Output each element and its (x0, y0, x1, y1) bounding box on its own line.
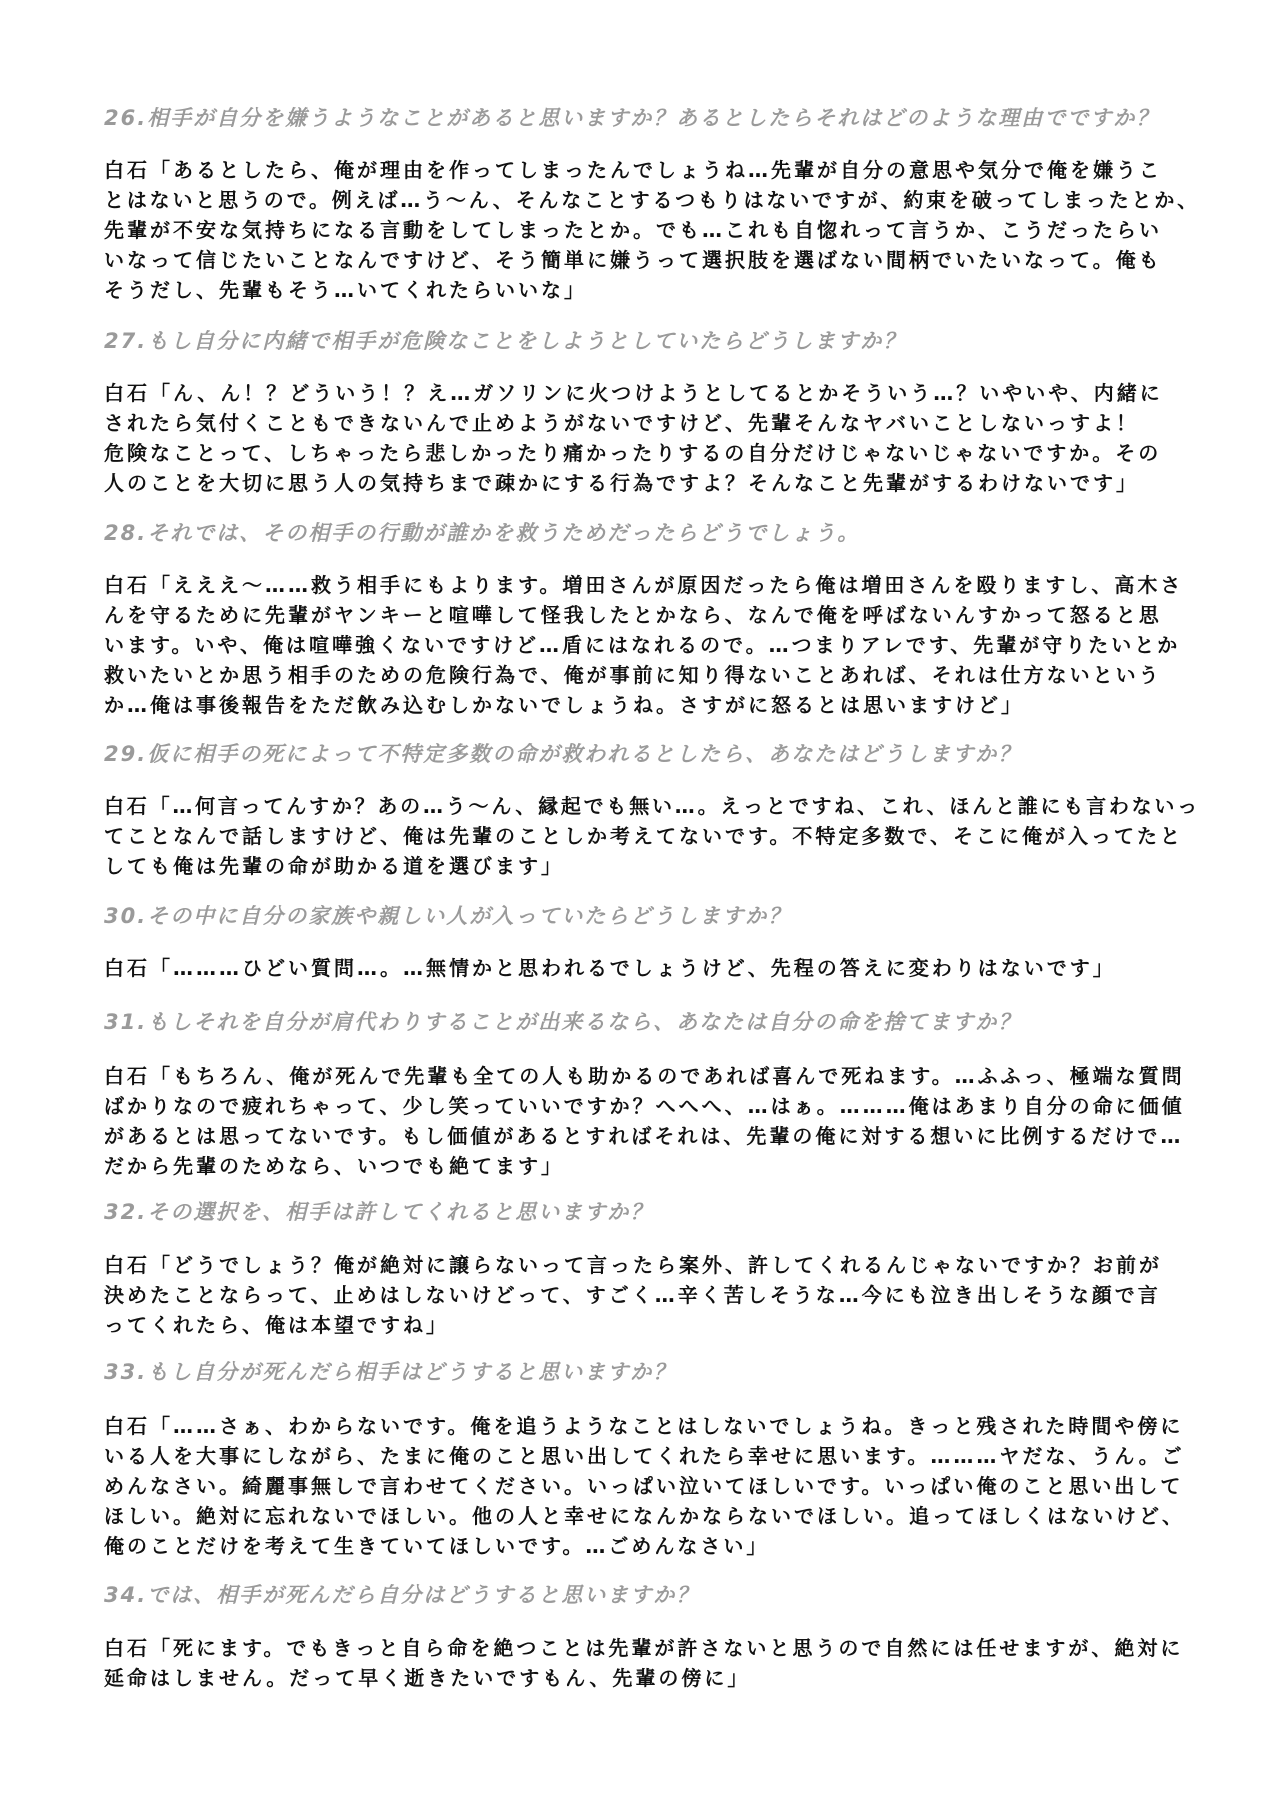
answer-line: 人のことを大切に思う人の気持ちまで疎かにする行為ですよ？そんなこと先輩がするわけないです」 (104, 471, 1139, 495)
answer-line: 延命はしません。だって早く逝きたいですもん、先輩の傍に」 (104, 1666, 751, 1690)
question-31: 31.もしそれを自分が肩代わりすることが出来るなら、あなたは自分の命を捨てますか？ (104, 1010, 1022, 1034)
answer-28 (104, 570, 1194, 720)
answer-33 (104, 1411, 1194, 1561)
answer-line: 白石「あるとしたら、俺が理由を作ってしまったんでしょうね…先輩が自分の意思や気分で俺を嫌うこ (104, 158, 1162, 182)
answer-line: 先輩が不安な気持ちになる言動をしてしまったとか。でも…これも自惚れって言うか、こうだったらい (104, 218, 1162, 242)
answer-line: います。いや、俺は喧嘩強くないですけど…盾にはなれるので。…つまりアレです、先輩が守りたいとか (104, 633, 1181, 657)
answer-31 (104, 1061, 1194, 1181)
answer-line: めんなさい。綺麗事無しで言わせてください。いっぱい泣いてほしいです。いっぱい俺のこと思い出して (104, 1474, 1184, 1498)
answer-line: てことなんで話しますけど、俺は先輩のことしか考えてないです。不特定多数で、そこに俺が入ってたと (104, 824, 1183, 848)
question-33: 33.もし自分が死んだら相手はどうすると思いますか？ (104, 1360, 677, 1384)
question-27: 27.もし自分に内緒で相手が危険なことをしようとしていたらどうしますか？ (104, 329, 907, 353)
answer-line: 救いたいとか思う相手のための危険行為で、俺が事前に知り得ないことあれば、それは仕方ないという (104, 663, 1162, 687)
answer-line: されたら気付くこともできないんで止めようがないですけど、先輩そんなヤバいことしないっすよ！ (104, 411, 1139, 435)
answer-line: ばかりなので疲れちゃって、少し笑っていいですか？へへへ、…はぁ。………俺はあまり自分の命に価値 (104, 1094, 1185, 1118)
answer-line: 白石「………ひどい質問…。…無情かと思われるでしょうけど、先程の答えに変わりはないです」 (104, 956, 1116, 980)
answer-line: があるとは思ってないです。もし価値があるとすればそれは、先輩の俺に対する想いに比例するだけで… (104, 1124, 1184, 1148)
answer-27 (104, 378, 1194, 498)
answer-34 (104, 1633, 1194, 1693)
answer-line: いる人を大事にしながら、たまに俺のこと思い出してくれたら幸せに思います。………ヤだな、うん。ご (104, 1444, 1185, 1468)
answer-line: だから先輩のためなら、いつでも絶てます」 (104, 1154, 564, 1178)
question-32: 32.その選択を、相手は許してくれると思いますか？ (104, 1200, 654, 1224)
answer-line: 白石「どうでしょう？俺が絶対に譲らないって言ったら案外、許してくれるんじゃないですか？お前が (104, 1253, 1162, 1277)
answer-line: んを守るために先輩がヤンキーと喧嘩して怪我したとかなら、なんで俺を呼ばないんすかって怒ると思 (104, 603, 1162, 627)
answer-line: いなって信じたいことなんですけど、そう簡単に嫌うって選択肢を選ばない間柄でいたいなって。俺も (104, 248, 1162, 272)
answer-32 (104, 1250, 1194, 1340)
answer-line: 白石「もちろん、俺が死んで先輩も全ての人も助かるのであれば喜んで死ねます。…ふふっ、極端な質問 (104, 1064, 1185, 1088)
question-30: 30.その中に自分の家族や親しい人が入っていたらどうしますか？ (104, 904, 792, 928)
answer-line: ってくれたら、俺は本望ですね」 (104, 1313, 449, 1337)
answer-26 (104, 155, 1200, 305)
answer-30 (104, 953, 1194, 983)
answer-line: ほしい。絶対に忘れないでほしい。他の人と幸せになんかならないでほしい。追ってほしくはないけど、 (104, 1504, 1185, 1528)
answer-line: 白石「…何言ってんすか？あの…う～ん、縁起でも無い…。えっとですね、これ、ほんと誰にも言わないっ (104, 794, 1200, 818)
question-28: 28.それでは、その相手の行動が誰かを救うためだったらどうでしょう。 (104, 521, 861, 545)
answer-line: 白石「……さぁ、わからないです。俺を追うようなことはしないでしょうね。きっと残された時間や傍に (104, 1414, 1184, 1438)
answer-line: そうだし、先輩もそう…いてくれたらいいな」 (104, 278, 587, 302)
answer-line: 決めたことならって、止めはしないけどって、すごく…辛く苦しそうな…今にも泣き出しそうな顔で言 (104, 1283, 1161, 1307)
question-26: 26.相手が自分を嫌うようなことがあると思いますか？あるとしたらそれはどのような理由でですか？ (104, 106, 1160, 130)
answer-line: 白石「ん、ん！？どういう！？え…ガソリンに火つけようとしてるとかそういう…？いやいや、内緒に (104, 381, 1163, 405)
answer-line: 白石「死にます。でもきっと自ら命を絶つことは先輩が許さないと思うので自然には任せますが、絶対に (104, 1636, 1184, 1660)
answer-line: か…俺は事後報告をただ飲み込むしかないでしょうね。さすがに怒るとは思いますけど」 (104, 693, 1024, 717)
answer-line: 白石「えええ～……救う相手にもよります。増田さんが原因だったら俺は増田さんを殴りますし、高木さ (104, 573, 1184, 597)
question-29: 29.仮に相手の死によって不特定多数の命が救われるとしたら、あなたはどうしますか？ (104, 742, 1022, 766)
answer-line: 危険なことって、しちゃったら悲しかったり痛かったりするの自分だけじゃないじゃないですか。その (104, 441, 1162, 465)
answer-line: 俺のことだけを考えて生きていてほしいです。…ごめんなさい」 (104, 1534, 770, 1558)
answer-line: とはないと思うので。例えば…う～ん、そんなことするつもりはないですが、約束を破ってしまったとか、 (104, 188, 1200, 212)
answer-29 (104, 791, 1200, 881)
question-34: 34.では、相手が死んだら自分はどうすると思いますか？ (104, 1583, 700, 1607)
answer-line: しても俺は先輩の命が助かる道を選びます」 (104, 854, 564, 878)
